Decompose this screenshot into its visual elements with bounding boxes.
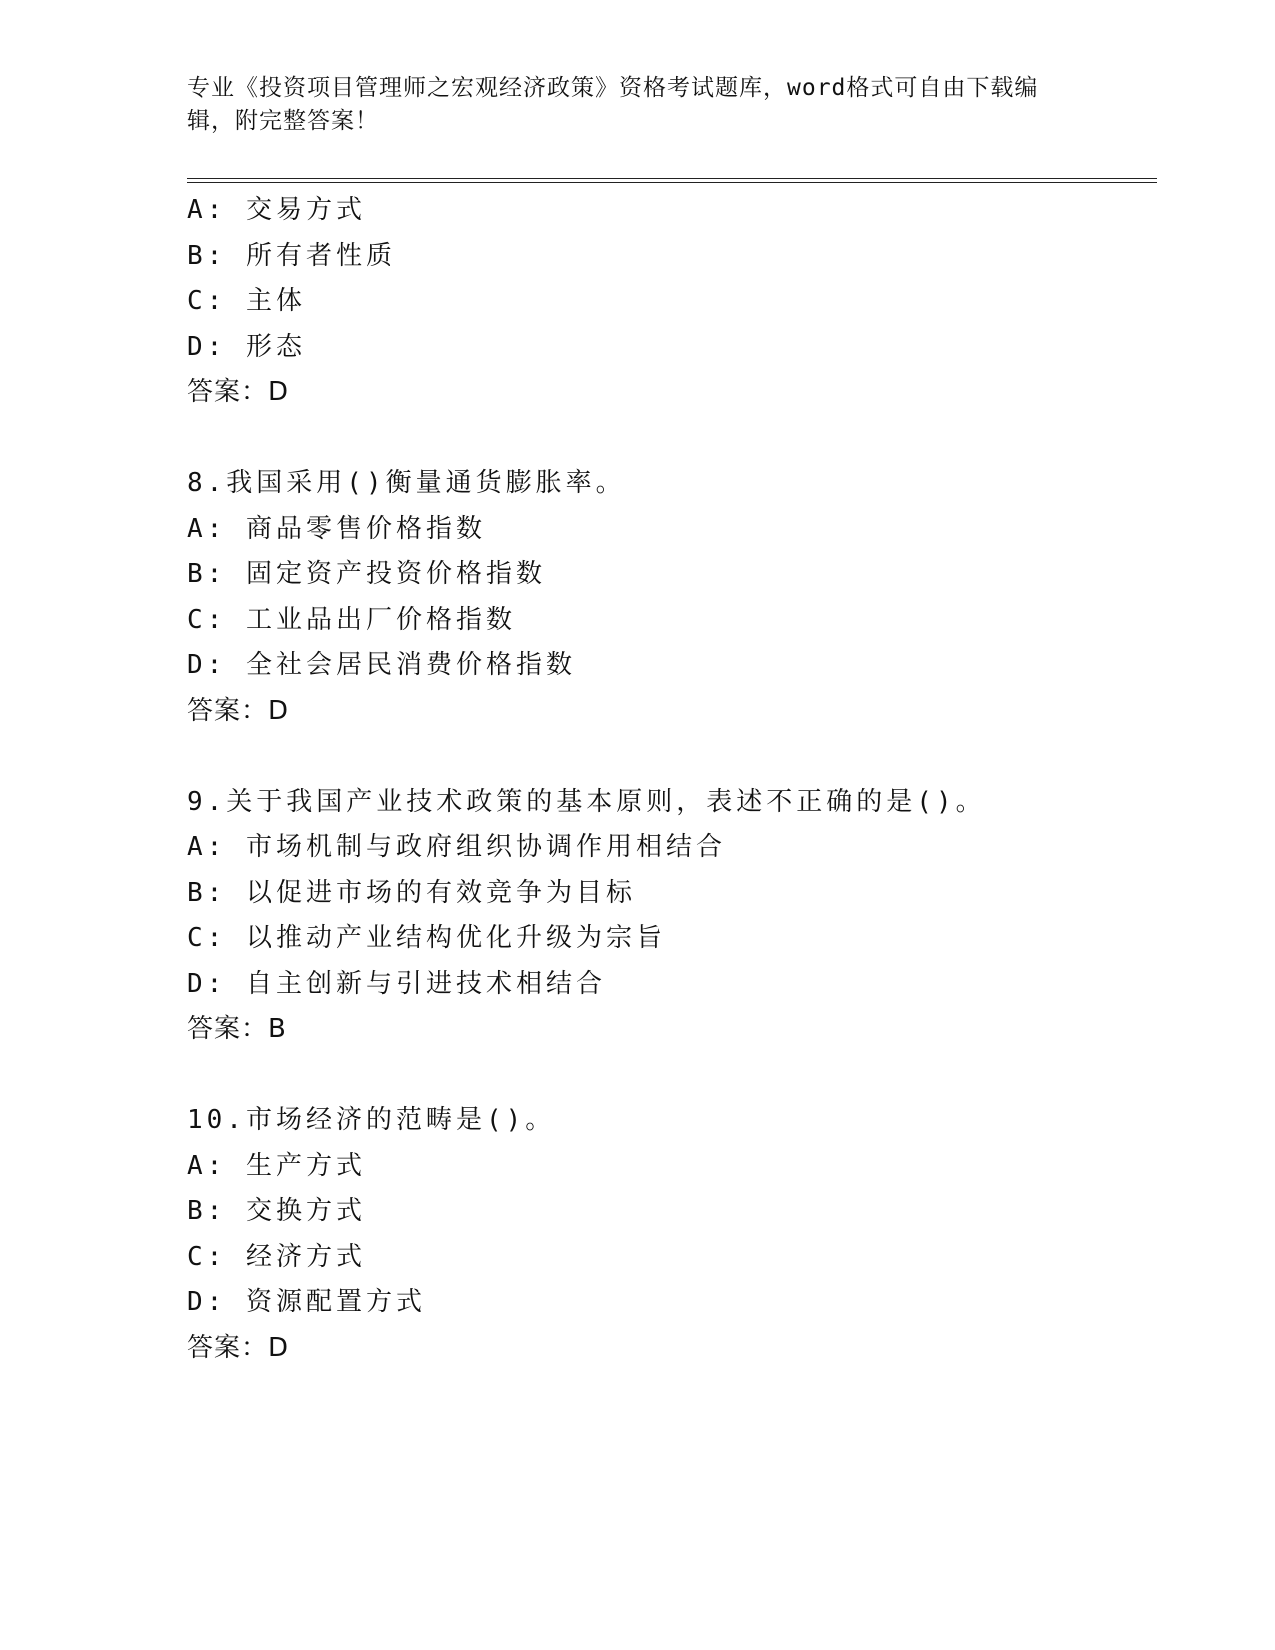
question-item (187, 1098, 1147, 1371)
question-stem: 8.我国采用()衡量通货膨胀率。 (187, 468, 626, 498)
question-spacer (187, 734, 1147, 780)
answer-text: 答案：D (187, 377, 290, 407)
document-header: 专业《投资项目管理师之宏观经济政策》资格考试题库，word格式可自由下载编辑，附完整答案！ (187, 75, 1039, 134)
question-stem: 10.市场经济的范畴是()。 (187, 1105, 556, 1135)
option-a: A: 生产方式 (187, 1150, 366, 1181)
option-c: C: 工业品出厂价格指数 (187, 604, 516, 635)
question-item (187, 461, 1147, 734)
question-item (187, 780, 1147, 1053)
question-spacer (187, 416, 1147, 462)
question-list (187, 188, 1147, 1371)
question-stem: 9.关于我国产业技术政策的基本原则，表述不正确的是()。 (187, 786, 986, 817)
answer-text: 答案：D (187, 695, 290, 726)
option-b: B: 所有者性质 (187, 240, 396, 271)
option-c: C: 经济方式 (187, 1241, 366, 1272)
question-spacer (187, 1053, 1147, 1099)
option-d: D: 自主创新与引进技术相结合 (187, 968, 606, 999)
option-a: A: 市场机制与政府组织协调作用相结合 (187, 832, 726, 862)
header-divider-top (187, 178, 1157, 179)
answer-text: 答案：B (187, 1014, 287, 1044)
option-b: B: 交换方式 (187, 1196, 366, 1226)
answer-text: 答案：D (187, 1332, 290, 1363)
option-c: C: 以推动产业结构优化升级为宗旨 (187, 923, 666, 953)
option-a: A: 交易方式 (187, 195, 366, 225)
option-b: B: 以促进市场的有效竞争为目标 (187, 877, 636, 908)
question-item (187, 188, 1147, 416)
option-b: B: 固定资产投资价格指数 (187, 559, 546, 589)
option-d: D: 资源配置方式 (187, 1287, 426, 1317)
option-a: A: 商品零售价格指数 (187, 513, 486, 544)
header-divider-bottom (187, 182, 1157, 183)
option-c: C: 主体 (187, 286, 306, 316)
option-d: D: 全社会居民消费价格指数 (187, 650, 576, 680)
option-d: D: 形态 (187, 331, 306, 362)
